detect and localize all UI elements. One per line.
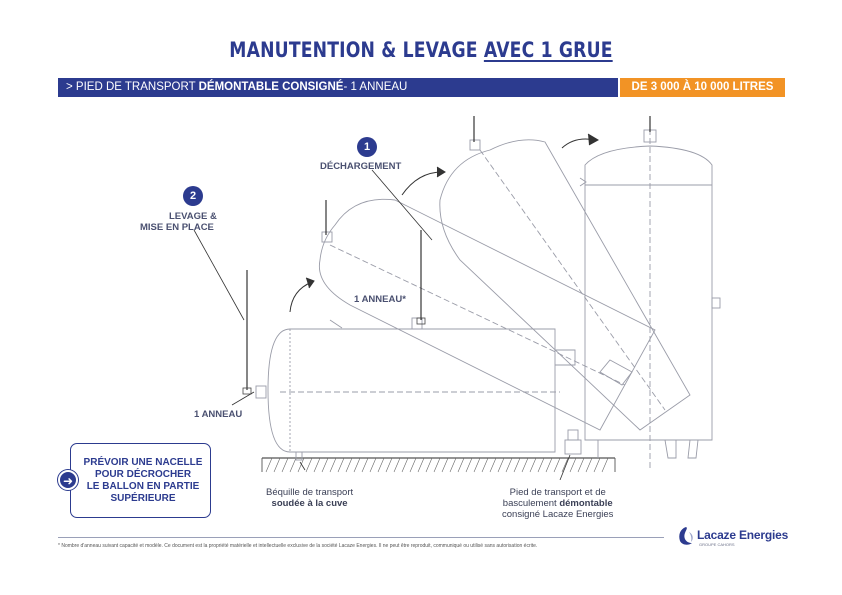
ring-top-label: 1 ANNEAU* [354, 294, 406, 305]
crane-lines [247, 116, 650, 390]
step-2-badge: 2 [183, 186, 203, 206]
note-line1: PRÉVOIR UNE NACELLE [83, 457, 203, 468]
leader-lines [194, 170, 570, 480]
ring-left-label: 1 ANNEAU [194, 409, 243, 420]
note-line4: SUPÉRIEURE [110, 493, 176, 504]
footer-divider [58, 537, 664, 538]
step-1-badge: 1 [357, 137, 377, 157]
arrow-right-icon: ➜ [58, 470, 78, 490]
pied-caption [502, 487, 613, 520]
title-part2: AVEC 1 GRUE [483, 38, 613, 62]
step-1-label: DÉCHARGEMENT [320, 161, 402, 172]
note-text [78, 457, 208, 505]
subtitle-band [58, 78, 618, 97]
bequille-line1: Béquille de transport [266, 487, 354, 498]
pied-line2-pre: basculement [502, 498, 560, 509]
note-line3: LE BALLON EN PARTIE [86, 481, 200, 492]
bequille-line2: soudée à la cuve [271, 498, 348, 509]
lifting-diagram [0, 100, 842, 480]
pied-line3: consigné Lacaze Energies [502, 509, 614, 520]
note-line2: POUR DÉCROCHER [94, 469, 192, 480]
band-suffix: - 1 ANNEAU [343, 81, 408, 93]
footnote: * Nombre d'anneau suivant capacité et modèle. Ce document est la propriété matérielle et intellectuelle exclusive de la société Lacaze Energies. Il ne peut être reproduit, communiqué ou utilisé sans autorisation écrite. [58, 543, 538, 549]
step-2-label-line1: LEVAGE & [169, 211, 217, 222]
title-part1: MANUTENTION & LEVAGE [229, 38, 484, 62]
tank-tilted [319, 199, 655, 430]
pied-line1: Pied de transport et de [509, 487, 606, 498]
tank-vertical [585, 118, 720, 470]
hatch-lines [266, 458, 608, 472]
logo-sub: GROUPE CAHORS [699, 542, 735, 547]
bequille-caption [266, 487, 353, 509]
lacaze-logo-icon [677, 526, 695, 546]
page-title [76, 38, 766, 62]
band-prefix: > PIED DE TRANSPORT [66, 81, 199, 93]
logo-name: Lacaze Energies [697, 528, 789, 542]
pied-line2-bold: démontable [559, 498, 613, 509]
capacity-badge: DE 3 000 À 10 000 LITRES [620, 78, 785, 97]
band-bold: DÉMONTABLE CONSIGNÉ [198, 81, 344, 93]
step-2-label-line2: MISE EN PLACE [140, 222, 214, 233]
